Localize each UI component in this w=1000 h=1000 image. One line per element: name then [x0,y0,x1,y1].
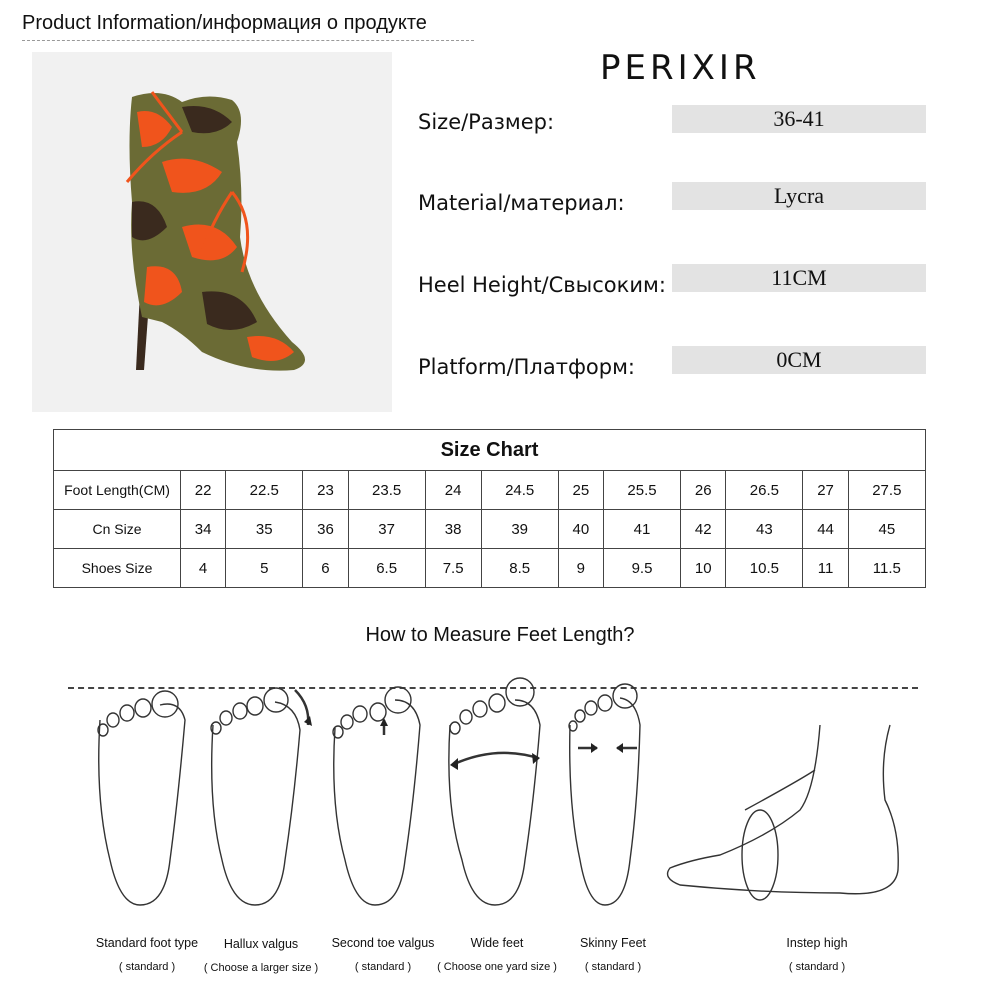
table-cell: 41 [603,510,680,549]
table-cell: 9 [558,549,603,588]
caption-hallux-valgus: Hallux valgus [223,937,299,951]
table-cell: 37 [348,510,425,549]
wide-foot-icon [449,678,540,905]
caption-instep-high: Instep high [786,936,848,950]
caption-standard: Standard foot type [95,936,199,950]
table-cell: 45 [848,510,925,549]
spec-heel-height-value: 11CM [672,264,926,292]
table-cell: 36 [303,510,348,549]
spec-material-label: Material/материал: [418,191,625,215]
spec-size-label: Size/Размер: [418,110,555,134]
row-header-cn-size: Cn Size [54,510,181,549]
table-cell: 8.5 [481,549,558,588]
table-cell: 23 [303,471,348,510]
row-header-foot-length: Foot Length(CM) [54,471,181,510]
table-cell: 7.5 [425,549,481,588]
header-title: Product Information/информация о продукте [22,12,427,34]
note-standard: ( standard ) [118,961,176,973]
spec-heel-height-label: Heel Height/Свысоким: [418,273,666,297]
table-cell: 9.5 [603,549,680,588]
note-second-toe-valgus: ( standard ) [354,961,412,973]
table-cell: 26.5 [726,471,803,510]
caption-wide-feet: Wide feet [470,936,524,950]
note-hallux-valgus: ( Choose a larger size ) [203,962,319,974]
table-cell: 39 [481,510,558,549]
caption-second-toe-valgus: Second toe valgus [331,936,435,950]
table-cell: 27.5 [848,471,925,510]
table-cell: 27 [803,471,848,510]
table-cell: 4 [181,549,226,588]
table-cell: 10.5 [726,549,803,588]
table-cell: 22 [181,471,226,510]
table-cell: 6.5 [348,549,425,588]
measure-title: How to Measure Feet Length? [365,624,635,646]
table-cell: 25 [558,471,603,510]
table-cell: 22.5 [226,471,303,510]
table-cell: 26 [681,471,726,510]
standard-foot-icon [98,691,185,905]
note-skinny-feet: ( standard ) [584,961,642,973]
spec-size-value: 36-41 [672,105,926,133]
table-cell: 5 [226,549,303,588]
table-cell: 42 [681,510,726,549]
table-cell: 25.5 [603,471,680,510]
table-cell: 40 [558,510,603,549]
spec-platform-label: Platform/Платформ: [418,355,636,379]
table-cell: 35 [226,510,303,549]
table-cell: 10 [681,549,726,588]
note-instep-high: ( standard ) [788,961,846,973]
brand-name: PERIXIR [600,48,761,88]
hallux-valgus-foot-icon [211,688,308,905]
second-toe-valgus-foot-icon [333,687,420,905]
row-header-shoes-size: Shoes Size [54,549,181,588]
table-cell: 38 [425,510,481,549]
skinny-foot-icon [569,684,640,905]
table-cell: 6 [303,549,348,588]
spec-material-value: Lycra [672,182,926,210]
table-cell: 24.5 [481,471,558,510]
table-cell: 11 [803,549,848,588]
table-cell: 23.5 [348,471,425,510]
table-cell: 11.5 [848,549,925,588]
table-cell: 43 [726,510,803,549]
table-cell: 44 [803,510,848,549]
caption-skinny-feet: Skinny Feet [579,936,646,950]
spec-platform-value: 0CM [672,346,926,374]
size-chart-title: Size Chart [54,430,926,471]
note-wide-feet: ( Choose one yard size ) [437,961,557,973]
instep-high-foot-icon [668,725,899,900]
table-cell: 24 [425,471,481,510]
table-cell: 34 [181,510,226,549]
